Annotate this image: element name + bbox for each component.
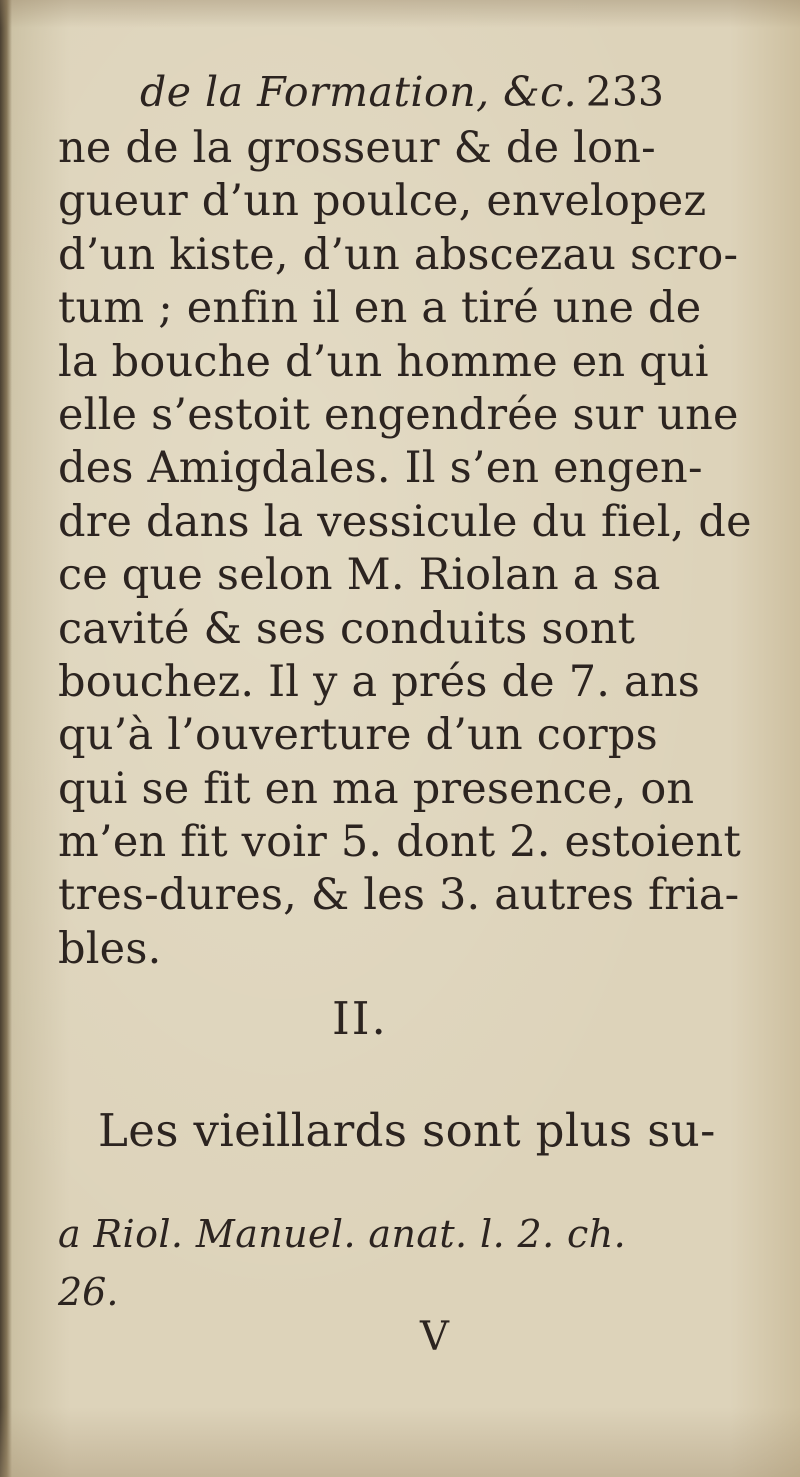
text-line: cavité & ses conduits sont [58,603,636,654]
text-line: ne de la grosseur & de lon- [58,123,656,173]
text-line: bouchez. Il y a prés de 7. ans [58,656,700,707]
signature-mark: V [420,1314,451,1360]
text-line: ce que selon M. Riolan a sa [58,550,661,601]
page-number: 233 [585,68,664,116]
text-line: elle s’estoit engendrée sur une [58,389,739,440]
text-line: d’un kiste, d’un abscezau scro- [58,229,739,280]
text-line: m’en fit voir 5. dont 2. estoient [58,817,741,868]
section-first-line: Les vieillards sont plus su- [98,1104,716,1157]
text-line: qu’à l’ouverture d’un corps [58,710,658,761]
footnote-line-1: a Riol. Manuel. anat. l. 2. ch. [58,1212,627,1256]
running-title: de la Formation, &c. [140,68,578,116]
page-header [140,68,664,124]
section-heading: II. [332,992,388,1045]
footnote-line-2: 26. [58,1270,119,1314]
main-text [58,122,752,976]
text-line: dre dans la vessicule du fiel, de [58,496,752,547]
bottom-paper-shadow [0,1407,800,1477]
text-line: bles. [58,923,162,974]
text-line: gueur d’un poulce, envelopez [58,176,707,227]
text-line: la bouche d’un homme en qui [58,336,709,387]
text-line: tres-dures, & les 3. autres fria- [58,870,740,921]
text-line: tum ; enfin il en a tiré une de [58,283,702,334]
page-gutter-shadow [0,0,12,1477]
top-paper-shadow [0,0,800,28]
text-line: des Amigdales. Il s’en engen- [58,443,703,494]
text-line: qui se fit en ma presence, on [58,763,695,814]
